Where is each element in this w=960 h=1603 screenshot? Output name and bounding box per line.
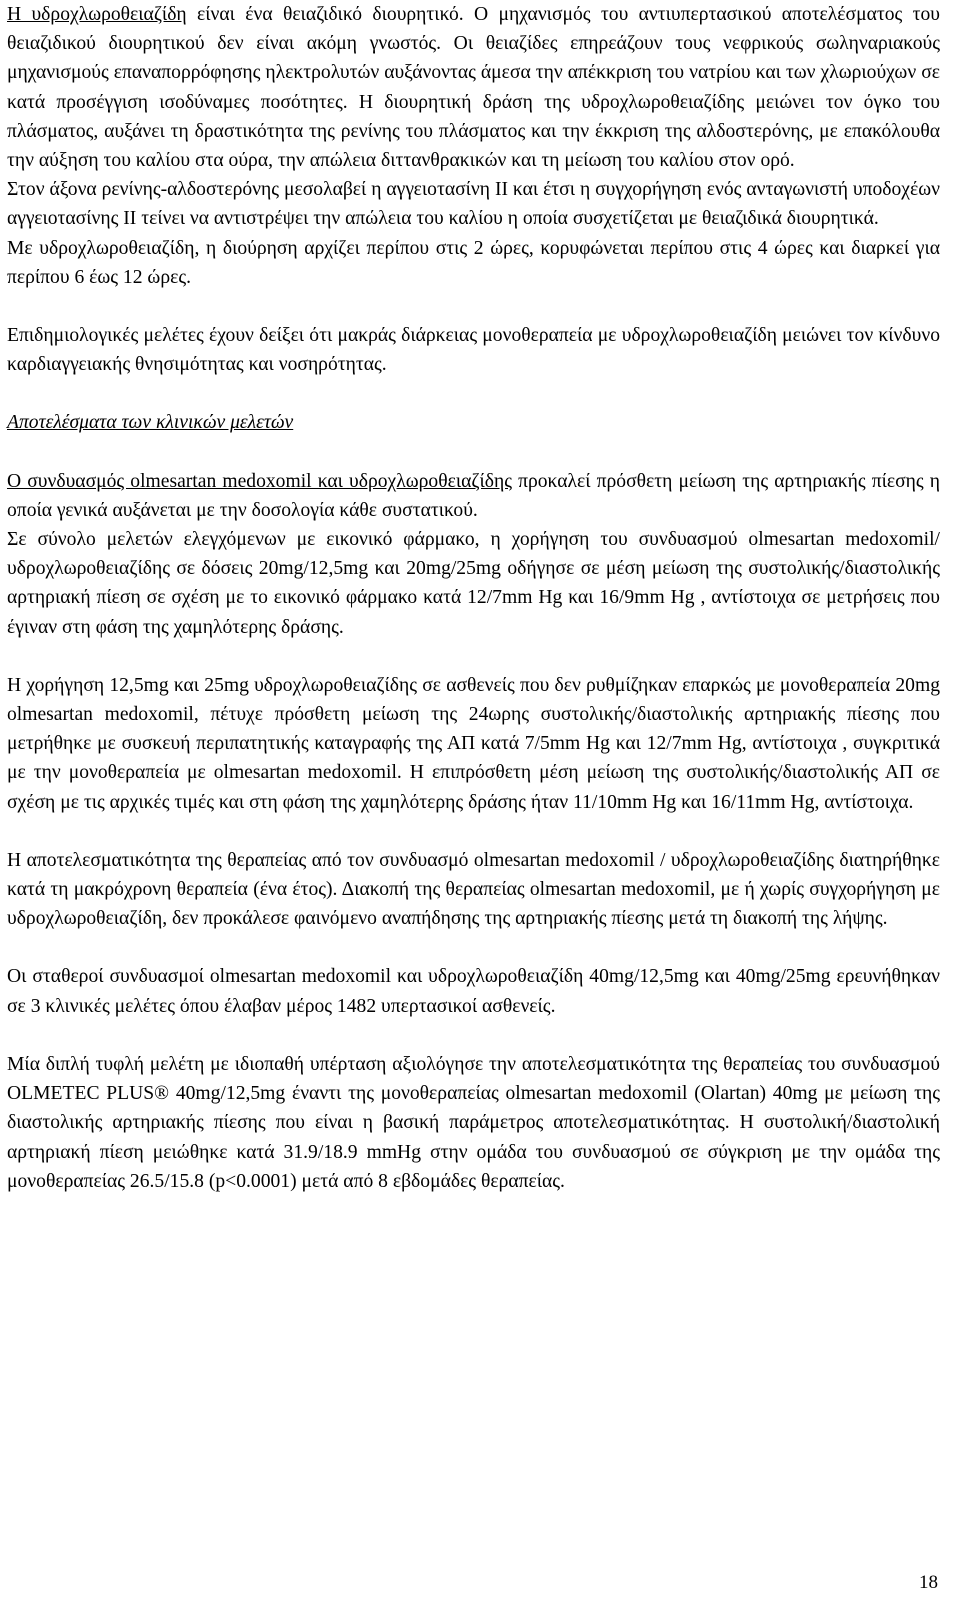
paragraph-renin-aldosterone: Στον άξονα ρενίνης-αλδοστερόνης μεσολαβεί η αγγειοτασίνη II και έτσι η συγχορήγηση ενός ανταγωνιστή υποδοχέων αγγειοτασίνης II τείνει να αντιστρέψει την απώλεια του καλίου η οποία συσχετίζεται με θειαζιδικά διουρητικά. xyxy=(7,179,940,230)
paragraph-diuresis-timing: Με υδροχλωροθειαζίδη, η διούρηση αρχίζει περίπου στις 2 ώρες, κορυφώνεται περίπου στις 4 ώρες και διαρκεί για περίπου 6 έως 12 ώρες. xyxy=(7,237,940,288)
paragraph-text: προκαλεί πρόσθετη μείωση της αρτηριακής πίεσης η οποία γενικά αυξάνεται με την δοσολογία κάθε συστατικού. xyxy=(7,470,940,521)
paragraph-hctz-mechanism xyxy=(7,0,940,175)
paragraph-combination xyxy=(7,467,940,525)
paragraph-text: είναι ένα θειαζιδικό διουρητικό. Ο μηχανισμός του αντιυπερτασικού αποτελέσματος του θειαζιδικού διουρητικού δεν είναι ακόμη γνωστός. Οι θειαζίδες επηρεάζουν τους νεφρικούς σωληναριακούς μηχανισμούς επαναπορρόφησης ηλεκτρολυτών αυξάνοντας άμεσα την απέκκριση του νατρίου και των χλωριούχων σε κατά προσέγγιση ισοδύναμες ποσότητες. Η διουρητική δράση της υδροχλωροθειαζίδης μειώνει τον όγκο του πλάσματος, αυξάνει τη δραστικότητα της ρενίνης του πλάσματος και την έκκριση της αλδοστερόνης, με επακόλουθα την αύξηση του καλίου στα ούρα, την απώλεια διττανθρακικών και τη μείωση του καλίου στον ορό. xyxy=(7,4,940,172)
paragraph-add-on-therapy: Η χορήγηση 12,5mg και 25mg υδροχλωροθειαζίδης σε ασθενείς που δεν ρυθμίζηκαν επαρκώς με μονοθεραπεία 20mg olmesartan medoxomil, πέτυχε πρόσθετη μείωση της 24ωρης συστολικής/διαστολικής αρτηριακής πίεσης που μετρήθηκε με συσκευή περιπατητικής καταγραφής της ΑΠ κατά 7/5mm Hg και 12/7mm Hg, αντίστοιχα , συγκριτικά με την μονοθεραπεία με olmesartan medoxomil. Η επιπρόσθετη μέση μείωση της συστολικής/διαστολικής ΑΠ σε σχέση με τις αρχικές τιμές και στη φάση της χαμηλότερης δράσης ήταν 11/10mm Hg και 16/11mm Hg, αντίστοιχα. xyxy=(7,674,940,813)
underlined-term: Η υδροχλωροθειαζίδη xyxy=(7,4,187,25)
section-heading: Αποτελέσματα των κλινικών μελετών xyxy=(7,412,294,434)
document-page xyxy=(7,0,940,1196)
paragraph-fixed-combinations: Οι σταθεροί συνδυασμοί olmesartan medoxomil και υδροχλωροθειαζίδη 40mg/12,5mg και 40mg/25mg ερευνήθηκαν σε 3 κλινικές μελέτες όπου έλαβαν μέρος 1482 υπερτασικοί ασθενείς. xyxy=(7,966,940,1017)
paragraph-epidemiology: Επιδημιολογικές μελέτες έχουν δείξει ότι μακράς διάρκειας μονοθεραπεία με υδροχλωροθειαζίδη μειώνει τον κίνδυνο καρδιαγγειακής θνησιμότητας και νοσηρότητας. xyxy=(7,325,940,376)
underlined-term: Ο συνδυασμός olmesartan medoxomil και υδροχλωροθειαζίδης xyxy=(7,470,512,492)
paragraph-double-blind-study: Μία διπλή τυφλή μελέτη με ιδιοπαθή υπέρταση αξιολόγησε την αποτελεσματικότητα της θεραπείας του συνδυασμού OLMETEC PLUS® 40mg/12,5mg έναντι της μονοθεραπείας olmesartan medoxomil (Olartan) 40mg με μείωση της διαστολικής αρτηριακής πίεσης που είναι η βασική παράμετρος αποτελεσματικότητας. Η συστολική/διαστολική αρτηριακή πίεση μειώθηκε κατά 31.9/18.9 mmHg στην ομάδα του συνδυασμού σε σύγκριση με την ομάδα της μονοθεραπείας 26.5/15.8 (p<0.0001) μετά από 8 εβδομάδες θεραπείας. xyxy=(7,1053,940,1192)
page-number: 18 xyxy=(919,1572,938,1593)
paragraph-placebo-studies: Σε σύνολο μελετών ελεγχόμενων με εικονικό φάρμακο, η χορήγηση του συνδυασμού olmesartan medoxomil/υδροχλωροθειαζίδης σε δόσεις 20mg/12,5mg και 20mg/25mg οδήγησε σε μέση μείωση της συστολικής/διαστολικής αρτηριακή πίεση σε σχέση με το εικονικό φάρμακο κατά 12/7mm Hg και 16/9mm Hg , αντίστοιχα σε μετρήσεις που έγιναν στη φάση της χαμηλότερης δράσης. xyxy=(7,529,940,638)
paragraph-long-term-efficacy: Η αποτελεσματικότητα της θεραπείας από τον συνδυασμό olmesartan medoxomil / υδροχλωροθειαζίδης διατηρήθηκε κατά τη μακρόχρονη θεραπεία (ένα έτος). Διακοπή της θεραπείας olmesartan medoxomil, με ή χωρίς συγχορήγηση με υδροχλωροθειαζίδη, δεν προκάλεσε φαινόμενο αναπήδησης της αρτηριακής πίεσης μετά τη διακοπή της λήψης. xyxy=(7,849,940,930)
